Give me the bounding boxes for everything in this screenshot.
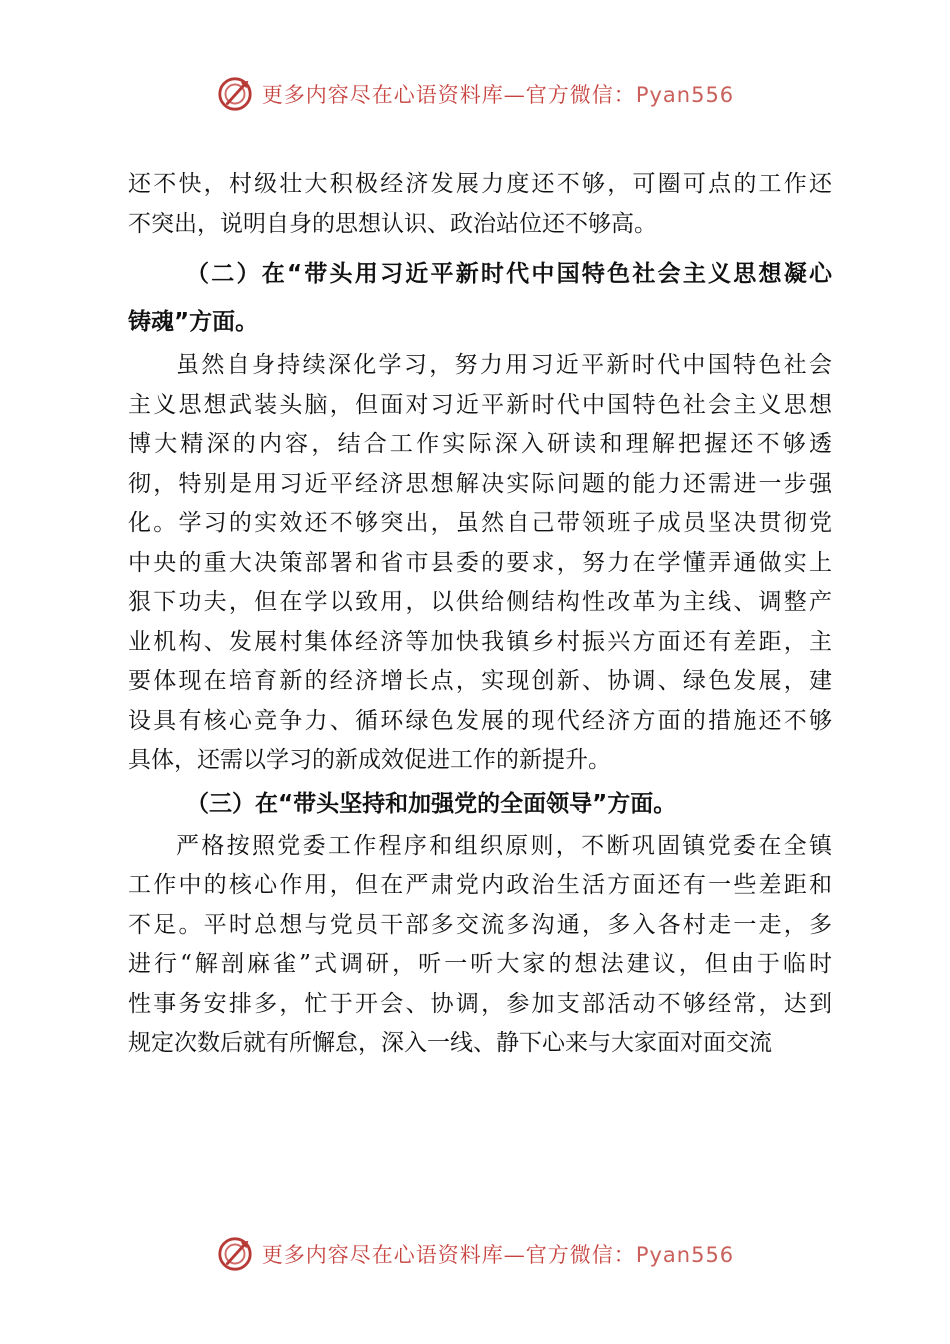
- text-line: 狠下功夫，但在学以致用，以供给侧结构性改革为主线、调整产: [128, 589, 832, 615]
- text-line: 业机构、发展村集体经济等加快我镇乡村振兴方面还有差距，主: [128, 628, 832, 655]
- watermark-wechat-id: Pyan556: [635, 83, 735, 107]
- text-line: 博大精深的内容，结合工作实际深入研读和理解把握还不够透: [128, 431, 832, 457]
- watermark-text: 更多内容尽在心语资料库—官方微信：Pyan556: [261, 83, 735, 107]
- document-body: [128, 165, 832, 1064]
- text-line: 进行“解剖麻雀”式调研，听一听大家的想法建议，但由于临时: [128, 951, 832, 977]
- text-line: 中央的重大决策部署和省市县委的要求，努力在学懂弄通做实上: [128, 549, 832, 576]
- watermark-wechat-id: Pyan556: [635, 1243, 735, 1267]
- watermark-text: 更多内容尽在心语资料库—官方微信：Pyan556: [261, 1243, 735, 1267]
- paragraph-first-line: 虽然自身持续深化学习，努力用习近平新时代中国特色社会: [176, 352, 832, 378]
- text-line: 主义思想武装头脑，但面对习近平新时代中国特色社会主义思想: [128, 391, 832, 418]
- brand-logo-icon: [216, 75, 254, 113]
- watermark-footer: [0, 1232, 950, 1276]
- section-heading: 铸魂”方面。: [128, 309, 259, 335]
- text-line: 化。学习的实效还不够突出，虽然自己带领班子成员坚决贯彻党: [128, 510, 832, 536]
- text-line: 设具有核心竞争力、循环绿色发展的现代经济方面的措施还不够: [128, 707, 832, 734]
- watermark-header: [0, 72, 950, 116]
- text-line: 具体，还需以学习的新成效促进工作的新提升。: [128, 747, 611, 773]
- text-line: 不足。平时总想与党员干部多交流多沟通，多入各村走一走，多: [128, 911, 832, 938]
- text-line: 要体现在培育新的经济增长点，实现创新、协调、绿色发展，建: [128, 668, 832, 694]
- brand-logo-icon: [216, 1235, 254, 1273]
- section-heading: （二）在“带头用习近平新时代中国特色社会主义思想凝心: [186, 261, 832, 287]
- text-line: 性事务安排多，忙于开会、协调，参加支部活动不够经常，达到: [128, 990, 832, 1017]
- paragraph-first-line: 严格按照党委工作程序和组织原则，不断巩固镇党委在全镇: [176, 832, 832, 859]
- section-heading: （三）在“带头坚持和加强党的全面领导”方面。: [186, 790, 677, 817]
- text-line: 工作中的核心作用，但在严肃党内政治生活方面还有一些差距和: [128, 872, 832, 898]
- text-line: 规定次数后就有所懈怠，深入一线、静下心来与大家面对面交流: [128, 1030, 772, 1056]
- text-line: 彻，特别是用习近平经济思想解决实际问题的能力还需进一步强: [128, 470, 832, 497]
- text-line: 还不快，村级壮大积极经济发展力度还不够，可圈可点的工作还: [128, 171, 832, 197]
- text-line: 不突出，说明自身的思想认识、政治站位还不够高。: [128, 210, 657, 237]
